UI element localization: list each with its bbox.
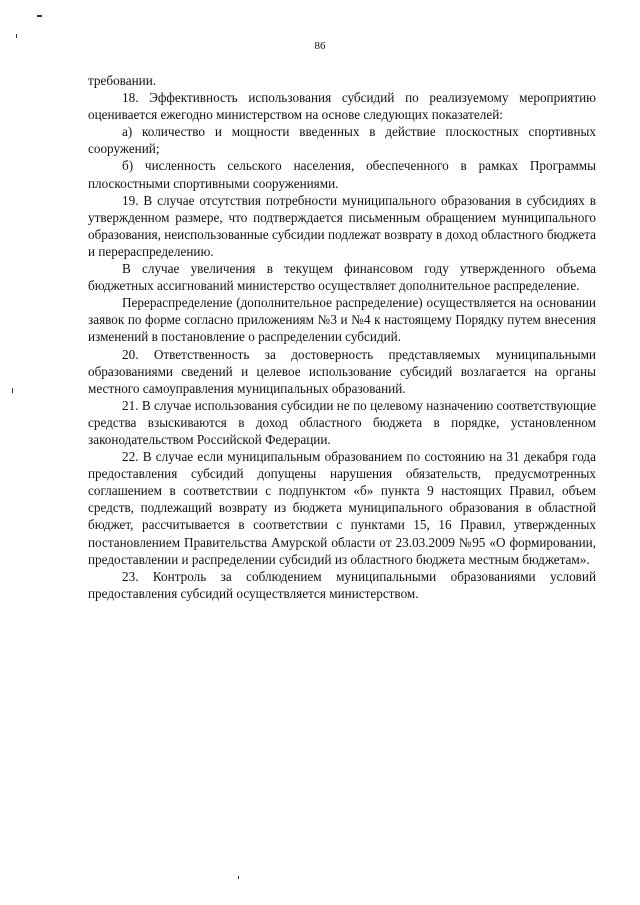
scan-mark: [238, 876, 239, 879]
scan-mark: [37, 15, 42, 17]
paragraph-subitem-b: б) численность сельского населения, обеспеченного в рамках Программы плоскостными спортивными сооружениями.: [88, 158, 596, 191]
paragraph-item-21: 21. В случае использования субсидии не по целевому назначению соответствующие средства взыскиваются в доход областного бюджета в порядке, установленном законодательством Российской Федерации.: [88, 397, 596, 447]
paragraph-item-22: 22. В случае если муниципальным образованием по состоянию на 31 декабря года предоставления субсидий допущены нарушения обязательств, предусмотренных соглашением в соответствии с подпунктом «б» пункта 9 настоящих Правил, объем средств, подлежащий возврату из бюджета муниципального образования в областной бюджет, рассчитывается в соответствии с пунктами 15, 16 Правил, утвержденных постановлением Правительства Амурской области от 23.03.2009 №95 «О формировании, предоставлении и распределении субсидий из областного бюджета местным бюджетам».: [88, 449, 596, 567]
paragraph-additional-allocation: В случае увеличения в текущем финансовом году утвержденного объема бюджетных ассигнований министерство осуществляет дополнительное распределение.: [88, 261, 596, 294]
paragraph-reallocation: Перераспределение (дополнительное распределение) осуществляется на основании заявок по форме согласно приложениям №3 и №4 к настоящему Порядку путем внесения изменений в постановление о распределении субсидий.: [88, 295, 596, 345]
page-number: 86: [314, 40, 326, 52]
paragraph-continuation: требовании.: [88, 73, 157, 88]
document-body: [88, 72, 596, 602]
paragraph-item-18: 18. Эффективность использования субсидий по реализуемому мероприятию оценивается ежегодно министерством на основе следующих показателей:: [88, 90, 596, 123]
paragraph-subitem-a: а) количество и мощности введенных в действие плоскостных спортивных сооружений;: [88, 124, 596, 157]
paragraph-item-23: 23. Контроль за соблюдением муниципальными образованиями условий предоставления субсидий осуществляется министерством.: [88, 568, 596, 601]
scan-mark: [16, 34, 17, 38]
scan-mark: [12, 388, 13, 393]
paragraph-item-19: 19. В случае отсутствия потребности муниципального образования в субсидиях в утвержденном размере, что подтверждается письменным обращением муниципального образования, неиспользованные субсидии подлежат возврату в доход областного бюджета и перераспределению.: [88, 192, 596, 259]
paragraph-item-20: 20. Ответственность за достоверность представляемых муниципальными образованиями сведений и целевое использование субсидий возлагается на органы местного самоуправления муниципальных образований.: [88, 346, 596, 396]
